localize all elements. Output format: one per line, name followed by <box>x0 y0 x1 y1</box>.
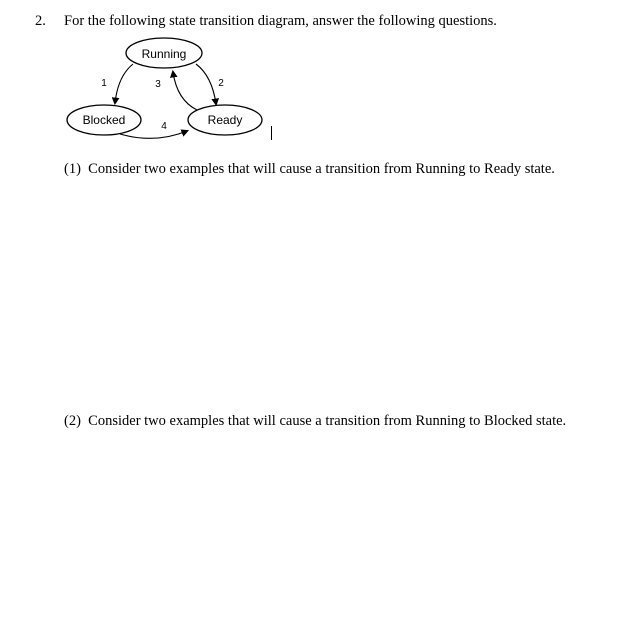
transition-4-label: 4 <box>161 121 167 132</box>
transition-1-arrow <box>115 64 133 103</box>
transition-2-arrow <box>196 64 216 104</box>
state-ready-label: Ready <box>207 113 243 127</box>
transition-3-arrow <box>173 72 197 110</box>
state-transition-diagram <box>60 34 280 144</box>
transition-3-label: 3 <box>155 79 161 90</box>
state-blocked <box>67 105 141 135</box>
question-number: 2. <box>35 13 46 29</box>
transition-4-arrow <box>120 131 187 138</box>
subquestion-2-label: (2) <box>64 413 81 429</box>
state-running-label: Running <box>141 47 187 61</box>
transition-1-label: 1 <box>101 78 107 89</box>
state-blocked-label: Blocked <box>82 113 126 127</box>
transition-2-label: 2 <box>218 78 224 89</box>
state-running <box>126 38 202 68</box>
state-ready <box>188 105 262 135</box>
question-prompt: For the following state transition diagram, answer the following questions. <box>64 13 497 29</box>
text-cursor <box>271 126 272 140</box>
subquestion-2-text: Consider two examples that will cause a transition from Running to Blocked state. <box>88 413 567 429</box>
subquestion-1-text: Consider two examples that will cause a transition from Running to Ready state. <box>88 161 555 177</box>
subquestion-2 <box>64 413 566 430</box>
subquestion-1 <box>64 161 555 178</box>
subquestion-1-label: (1) <box>64 161 81 177</box>
